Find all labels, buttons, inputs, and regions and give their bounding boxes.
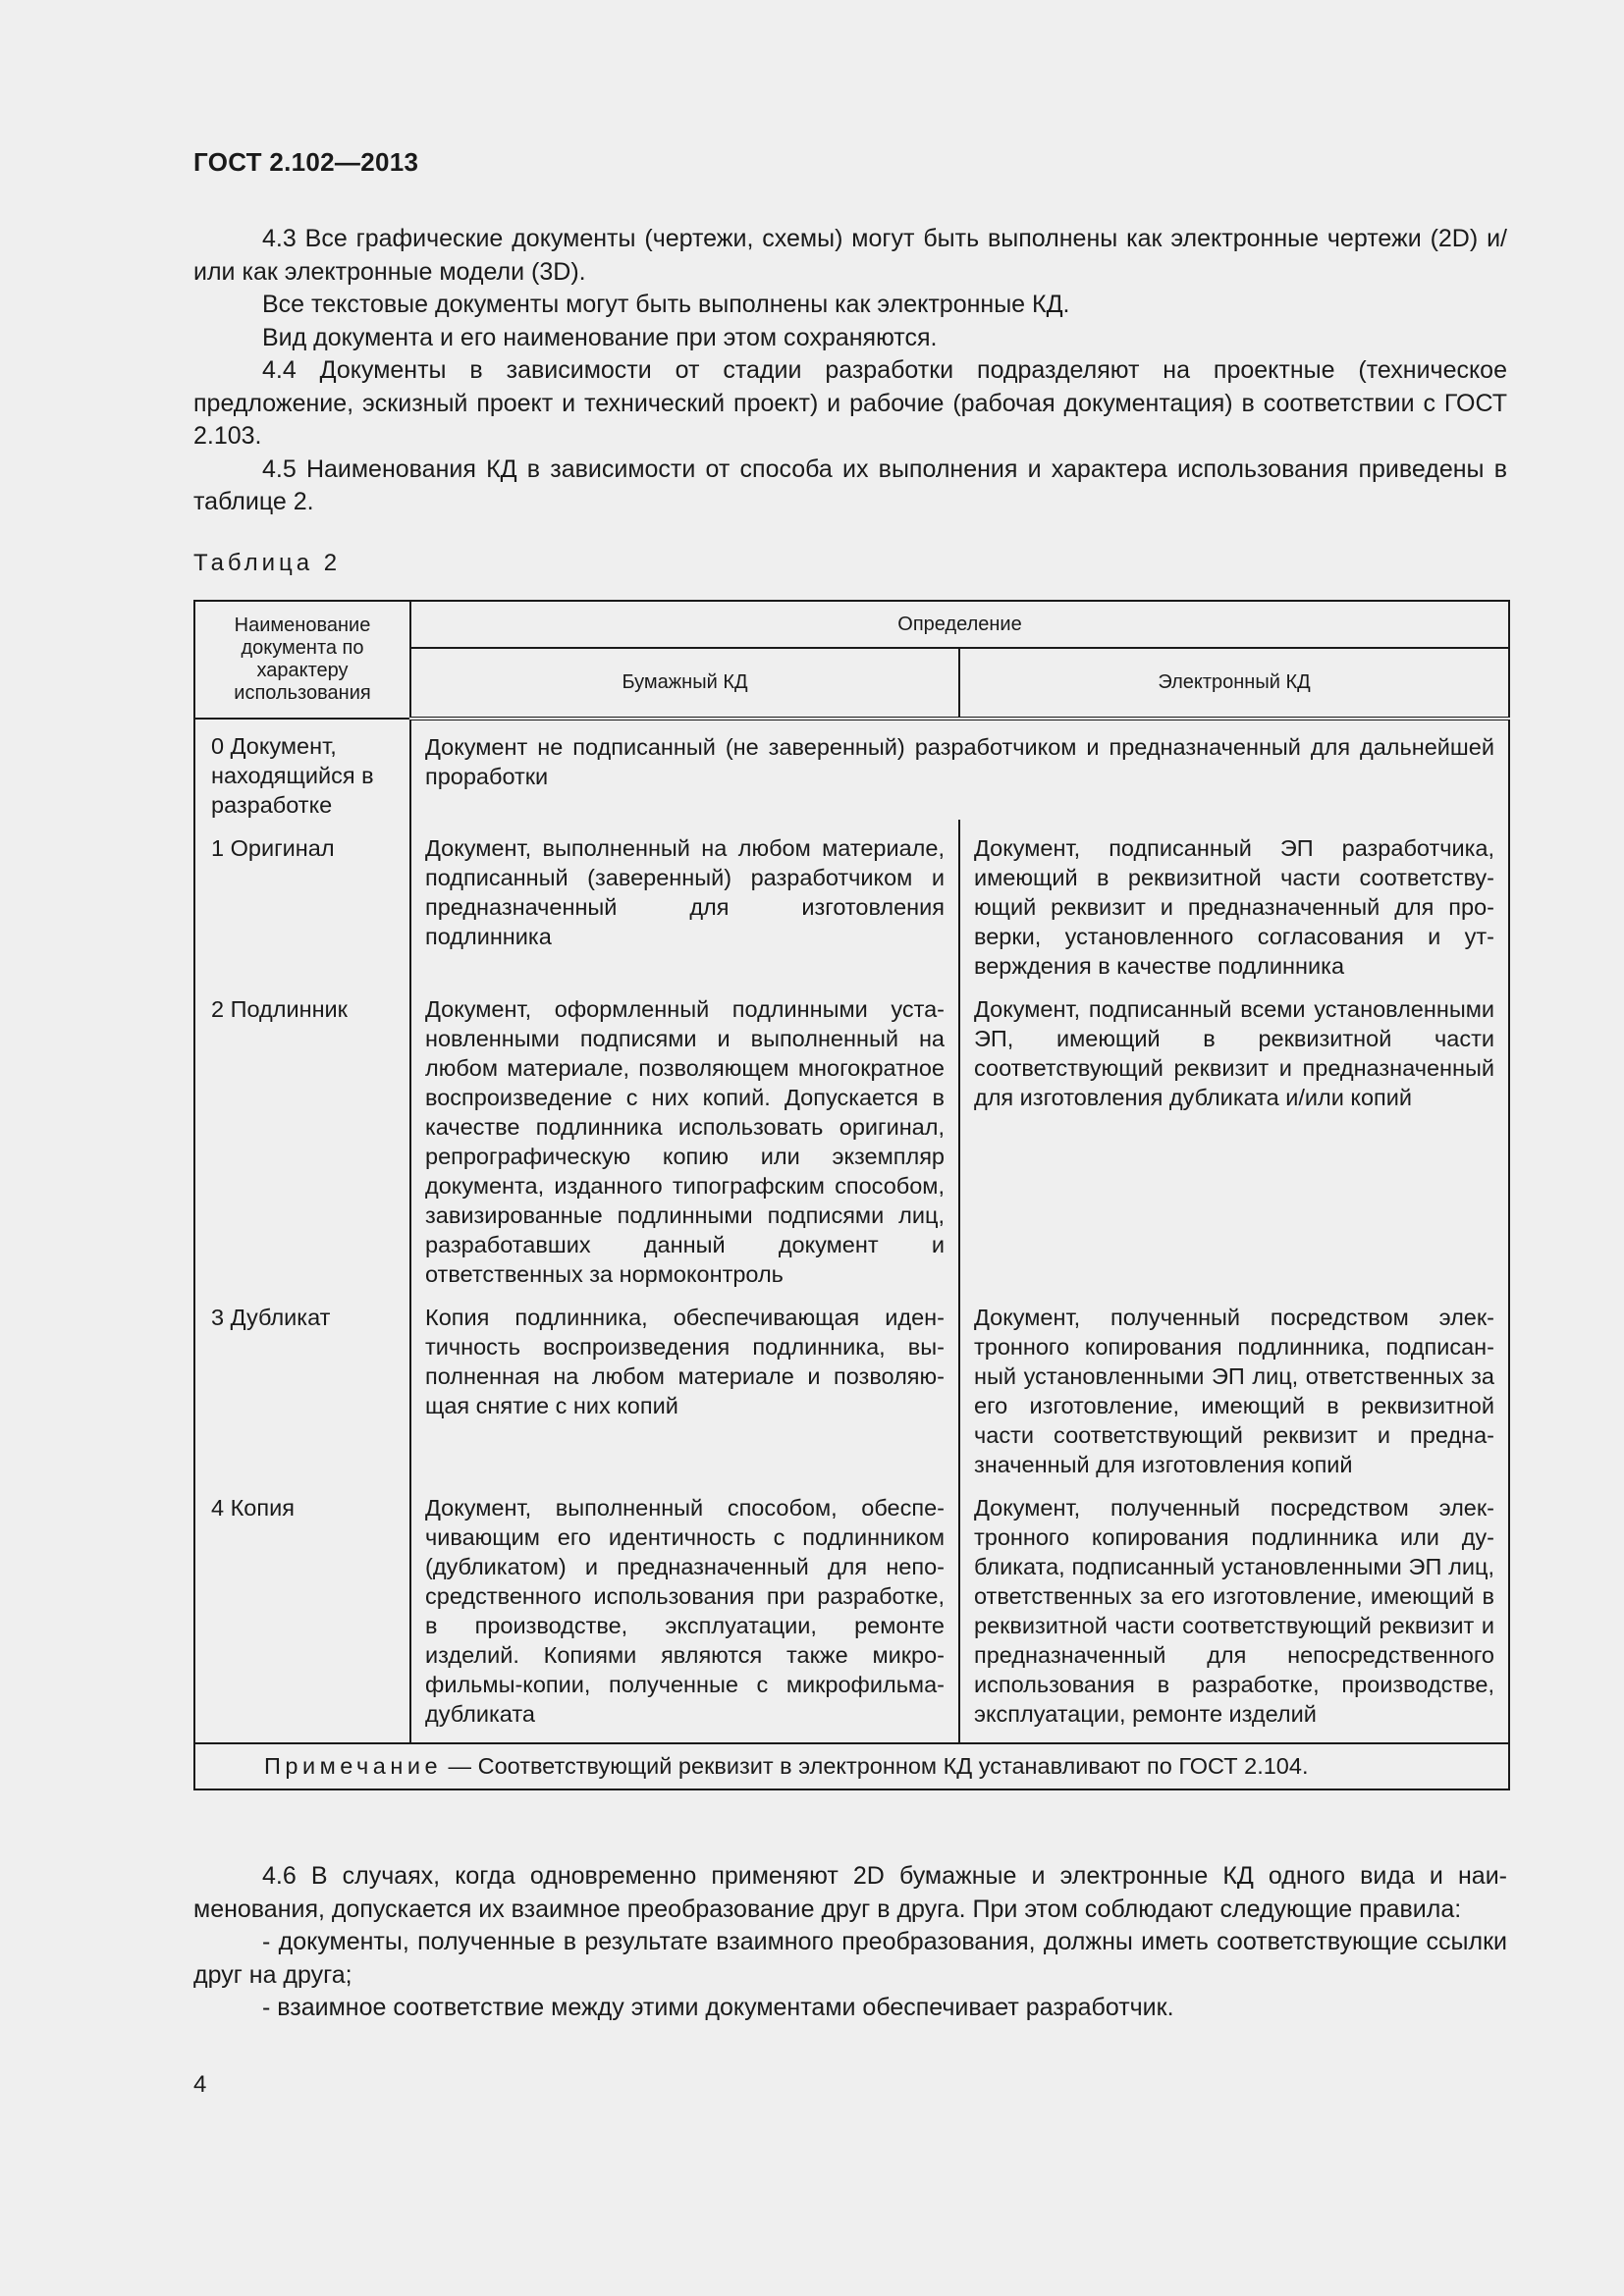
paragraph-4-4: 4.4 Документы в зависимости от стадии разработки подразделяют на проектные (техническое предложение, эскизный проект и технический проект) и рабочие (рабочая документация) в соответствии с ГОСТ 2.103. bbox=[193, 356, 1507, 450]
rule-item-2: - взаимное соответствие между этими документами обеспечивает разработчик. bbox=[262, 1994, 1174, 2021]
table-row bbox=[194, 1303, 1509, 1479]
row-name: 3 Дубликат bbox=[194, 1303, 410, 1479]
intro-section bbox=[193, 223, 1507, 519]
paragraph-4-3: 4.3 Все графические документы (чертежи, схемы) могут быть выполнены как электронные чертежи (2D) и/или как электронные модели (3D). bbox=[193, 225, 1507, 286]
header-paper-kd: Бумажный КД bbox=[410, 648, 959, 719]
row-name: 2 Подлинник bbox=[194, 994, 410, 1289]
table-note-row bbox=[194, 1743, 1509, 1789]
header-definition: Определение bbox=[410, 601, 1509, 648]
table-caption: Таблица 2 bbox=[193, 550, 342, 576]
table-row bbox=[194, 833, 1509, 981]
page-header: ГОСТ 2.102—2013 bbox=[193, 147, 419, 177]
row-definition-merged: Документ не подписанный (не заверенный) разработчиком и предназначенный для дальнейшей проработки bbox=[410, 719, 1509, 820]
table-row bbox=[194, 1493, 1509, 1729]
header-electronic-kd: Электронный КД bbox=[959, 648, 1509, 719]
paragraph-doc-type: Вид документа и его наименование при этом сохраняются. bbox=[262, 323, 938, 351]
row-name: 0 Документ, находящийся в разработке bbox=[194, 719, 410, 820]
note-text: Соответствующий реквизит в электронном КД устанавливают по ГОСТ 2.104. bbox=[477, 1753, 1309, 1779]
row-electronic-definition: Документ, подписанный всеми установленными ЭП, имеющий в реквизитной части соответствующий реквизит и предназначенный для изготовления дубликата и/или копий bbox=[959, 994, 1509, 1289]
paragraph-text-docs: Все текстовые документы могут быть выполнены как электронные КД. bbox=[262, 291, 1070, 318]
note-label: Примечание bbox=[264, 1753, 443, 1779]
row-electronic-definition: Документ, полученный посредством электронного копирования подлинника или дубликата, подписанный установленными ЭП лиц, ответственных за его изготовление, имеющий в реквизитной части соответствующий реквизит и предназначенный для непосредственного использования в разработке, производстве, эксплуатации, ремонте изделий bbox=[959, 1493, 1509, 1729]
page-number: 4 bbox=[193, 2071, 207, 2098]
row-paper-definition: Документ, оформленный подлинными установленными подписями и выполненный на любом материале, позволяющем многократное воспроизведение с них копий. Допускается в качестве подлинника использовать оригинал, репрографическую копию или экземпляр документа, изданного типографским способом, завизированные подлинными подписями лиц, разработавших данный документ и ответственных за нормоконтроль bbox=[410, 994, 959, 1289]
row-electronic-definition: Документ, полученный посредством электронного копирования подлинника, подписанный установленными ЭП лиц, ответственных за его изготовление, имеющий в реквизитной части соответствующий реквизит и предназначенный для изготовления копий bbox=[959, 1303, 1509, 1479]
table-row bbox=[194, 994, 1509, 1289]
paragraph-4-5: 4.5 Наименования КД в зависимости от способа их выполнения и характера использования приведены в таблице 2. bbox=[193, 454, 1507, 515]
row-name: 1 Оригинал bbox=[194, 833, 410, 981]
note-dash: — bbox=[442, 1753, 478, 1779]
paragraph-4-6: 4.6 В случаях, когда одновременно применяют 2D бумажные и электронные КД одного вида и наименования, допускается их взаимное преобразование друг в друга. При этом соблюдают следующие правила: bbox=[193, 1862, 1507, 1923]
row-electronic-definition: Документ, подписанный ЭП разработчика, имеющий в реквизитной части соответствующий реквизит и предназначенный для проверки, установленного согласования и утверждения в качестве подлинника bbox=[959, 833, 1509, 981]
row-paper-definition: Копия подлинника, обеспечивающая идентичность воспроизведения подлинника, выполненная на любом материале и позволяющая снятие с них копий bbox=[410, 1303, 959, 1479]
document-types-table bbox=[193, 600, 1510, 1790]
table-row bbox=[194, 719, 1509, 820]
row-paper-definition: Документ, выполненный на любом материале, подписанный (заверенный) разработчиком и предназначенный для изготовления подлинника bbox=[410, 833, 959, 981]
header-name-column: Наименование документа по характеру использования bbox=[194, 601, 410, 719]
after-table-section bbox=[193, 1860, 1507, 2025]
row-paper-definition: Документ, выполненный способом, обеспечивающим его идентичность с подлинником (дубликатом) и предназначенный для непосредственного использования при разработке, в производстве, эксплуатации, ремонте изделий. Копиями являются также микрофильмы-копии, полученные с микрофильма-дубликата bbox=[410, 1493, 959, 1729]
rule-item-1: - документы, полученные в результате взаимного преобразования, должны иметь соответствующие ссылки друг на друга; bbox=[193, 1928, 1507, 1989]
row-name: 4 Копия bbox=[194, 1493, 410, 1729]
table-note bbox=[194, 1743, 1509, 1789]
